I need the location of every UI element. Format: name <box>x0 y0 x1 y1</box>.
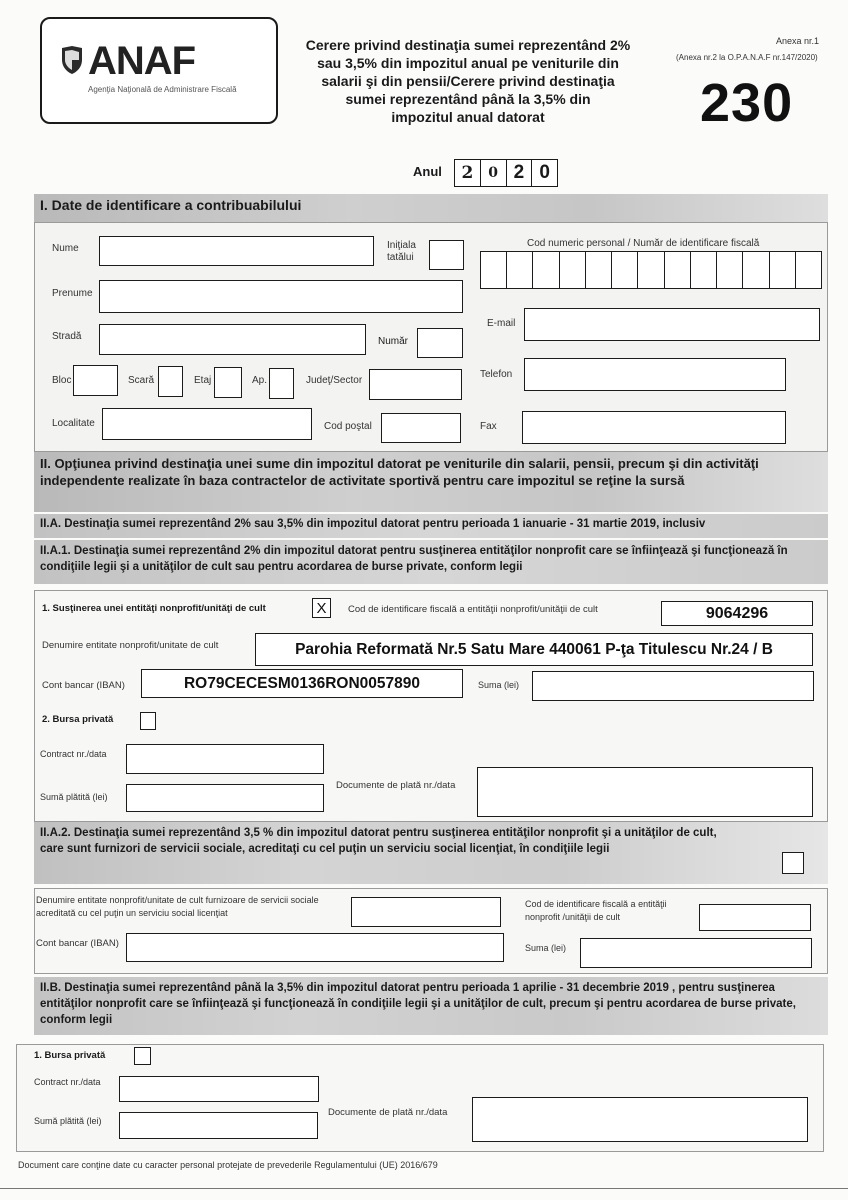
annex-label: Anexa nr.1 <box>776 36 820 46</box>
option-nonprofit-label: 1. Susţinerea unei entităţi nonprofit/unităţi de cult <box>42 603 266 614</box>
a2-suma-label: Suma (lei) <box>525 943 567 953</box>
a2-entity-name-label: Denumire entitate nonprofit/unitate de cult furnizoare de servicii sociale acreditată cu cel puţin un serviciu social licenţiat <box>36 895 319 918</box>
contract-input[interactable] <box>126 744 324 774</box>
telefon-label: Telefon <box>480 369 513 380</box>
entity-name-input[interactable]: Parohia Reformată Nr.5 Satu Mare 440061 P-ţa Titulescu Nr.24 / B <box>255 633 813 666</box>
scara-input[interactable] <box>158 366 183 397</box>
initiala-label: Iniţiala tatălui <box>387 240 416 263</box>
section2b-header: II.B. Destinaţia sumei reprezentând până la 3,5% din impozitul datorat pentru perioada 1 aprilie - 31 decembrie 2019 , pentru susţinerea entităţilor nonprofit care se înfiinţează şi funcţionează în condiţiile legii şi a unităţilor de cult, precum şi pentru acordarea de burse private, conform legii <box>34 977 828 1035</box>
bloc-label: Bloc <box>52 375 72 386</box>
initiala-input[interactable] <box>429 240 464 270</box>
a2-iban-input[interactable] <box>126 933 504 962</box>
localitate-label: Localitate <box>52 418 95 429</box>
section2a2-checkbox[interactable] <box>782 852 804 874</box>
a2-cif-label: Cod de identificare fiscală a entităţii nonprofit /unităţii de cult <box>525 899 667 922</box>
a2-cif-input[interactable] <box>699 904 811 931</box>
year-digit[interactable]: 2 <box>507 160 533 186</box>
section2a2-header: II.A.2. Destinaţia sumei reprezentând 3,5 % din impozitul datorat pentru susţinerea entităţilor nonprofit şi a unităţilor de cult, care sunt furnizori de servicii sociale, acreditaţi cu cel puţin un serviciu social licenţiat, în condiţiile legii <box>34 822 828 884</box>
suma-input[interactable] <box>532 671 814 701</box>
strada-label: Stradă <box>52 331 82 342</box>
iban-input[interactable]: RO79CECESM0136RON0057890 <box>141 669 463 698</box>
anaf-logo-frame <box>40 17 278 124</box>
bursa-privata-checkbox[interactable] <box>140 712 156 730</box>
contract-label: Contract nr./data <box>40 749 107 759</box>
year-digit[interactable]: 2 <box>455 160 481 186</box>
cnp-digit-box[interactable] <box>691 252 717 288</box>
judet-label: Judeţ/Sector <box>306 375 363 386</box>
etaj-label: Etaj <box>194 375 212 386</box>
nume-input[interactable] <box>99 236 374 266</box>
cnp-digit-box[interactable] <box>507 252 533 288</box>
prenume-input[interactable] <box>99 280 463 313</box>
logo-subtitle: Agenţia Naţională de Administrare Fiscală <box>88 85 237 94</box>
ap-input[interactable] <box>269 368 294 399</box>
b-suma-platita-input[interactable] <box>119 1112 318 1139</box>
cnp-digit-box[interactable] <box>743 252 769 288</box>
b-contract-input[interactable] <box>119 1076 319 1102</box>
cnp-digit-box[interactable] <box>481 252 507 288</box>
email-input[interactable] <box>524 308 820 341</box>
fax-input[interactable] <box>522 411 786 444</box>
year-digit[interactable]: 0 <box>539 162 550 183</box>
page-bottom-rule <box>0 1188 848 1189</box>
iban-label: Cont bancar (IBAN) <box>42 680 125 691</box>
logo-text: ANAF <box>88 39 196 83</box>
b-bursa-privata-checkbox[interactable] <box>134 1047 151 1065</box>
etaj-input[interactable] <box>214 367 242 398</box>
cif-input[interactable]: 9064296 <box>661 601 813 626</box>
email-label: E-mail <box>487 318 516 329</box>
a2-iban-label: Cont bancar (IBAN) <box>36 938 119 949</box>
cnp-digit-box[interactable] <box>638 252 664 288</box>
judet-input[interactable] <box>369 369 462 400</box>
entity-name-label: Denumire entitate nonprofit/unitate de cult <box>42 640 219 651</box>
form-title: Cerere privind destinaţia sumei reprezentând 2% sau 3,5% din impozitul anual pe veniturile din salarii şi din pensii/Cerere privind destinaţia sumei reprezentând până la 3,5% din impozitul anual datorat <box>305 37 631 125</box>
prenume-label: Prenume <box>52 288 93 299</box>
cnp-digit-box[interactable] <box>612 252 638 288</box>
a2-suma-input[interactable] <box>580 938 812 968</box>
section2a1-header: II.A.1. Destinaţia sumei reprezentând 2% din impozitul datorat pentru susţinerea entităţilor nonprofit care se înfiinţează şi funcţionează în condiţiile legii şi a unităţilor de cult sau pentru acordarea de burse private, conform legii <box>34 540 828 584</box>
cnp-digit-box[interactable] <box>796 252 821 288</box>
fax-label: Fax <box>480 421 497 432</box>
year-digit[interactable]: 0 <box>481 160 507 186</box>
telefon-input[interactable] <box>524 358 786 391</box>
a2-entity-name-input[interactable] <box>351 897 501 927</box>
annex-reference: (Anexa nr.2 la O.P.A.N.A.F nr.147/2020) <box>676 53 818 62</box>
cnp-label: Cod numeric personal / Număr de identificare fiscală <box>527 238 760 249</box>
year-input[interactable] <box>454 159 558 187</box>
suma-platita-label: Sumă plătită (lei) <box>40 792 108 802</box>
cif-label: Cod de identificare fiscală a entităţii nonprofit/unităţii de cult <box>348 604 598 615</box>
b-documente-label: Documente de plată nr./data <box>328 1107 448 1118</box>
section2a-header: II.A. Destinaţia sumei reprezentând 2% sau 3,5% din impozitul datorat pentru perioada 1 ianuarie - 31 martie 2019, inclusiv <box>34 514 828 538</box>
numar-label: Număr <box>378 336 409 347</box>
strada-input[interactable] <box>99 324 366 355</box>
suma-label: Suma (lei) <box>478 680 520 690</box>
cnp-digit-box[interactable] <box>717 252 743 288</box>
cnp-digit-box[interactable] <box>533 252 559 288</box>
cnp-digit-box[interactable] <box>586 252 612 288</box>
numar-input[interactable] <box>417 328 463 358</box>
cnp-digit-box[interactable] <box>665 252 691 288</box>
localitate-input[interactable] <box>102 408 312 440</box>
gdpr-note: Document care conţine date cu caracter personal protejate de prevederile Regulamentului (UE) 2016/679 <box>18 1160 438 1170</box>
option-nonprofit-checkbox[interactable]: X <box>312 598 331 618</box>
scara-label: Scară <box>128 375 155 386</box>
form-number: 230 <box>700 73 794 133</box>
documente-input[interactable] <box>477 767 813 817</box>
cnp-digit-box[interactable] <box>770 252 796 288</box>
shield-icon <box>60 45 84 75</box>
b-contract-label: Contract nr./data <box>34 1077 101 1087</box>
cod-postal-input[interactable] <box>381 413 461 443</box>
b-bursa-privata-label: 1. Bursa privată <box>34 1050 106 1061</box>
b-suma-platita-label: Sumă plătită (lei) <box>34 1116 102 1126</box>
bloc-input[interactable] <box>73 365 118 396</box>
documente-label: Documente de plată nr./data <box>336 780 456 791</box>
b-documente-input[interactable] <box>472 1097 808 1142</box>
year-label: Anul <box>413 164 442 179</box>
suma-platita-input[interactable] <box>126 784 324 812</box>
cod-postal-label: Cod poştal <box>324 421 372 432</box>
ap-label: Ap. <box>252 375 268 386</box>
cnp-digit-box[interactable] <box>560 252 586 288</box>
section1-header: I. Date de identificare a contribuabilului <box>34 194 828 222</box>
section2-header: II. Opţiunea privind destinaţia unei sume din impozitul datorat pe veniturile din salarii, pensii, precum şi din activităţi independente realizate în baza contractelor de activitate sportivă pentru care impozitul se reţine la sursă <box>34 452 828 512</box>
nume-label: Nume <box>52 243 79 254</box>
cnp-input[interactable] <box>480 251 822 289</box>
bursa-privata-label: 2. Bursa privată <box>42 714 114 725</box>
